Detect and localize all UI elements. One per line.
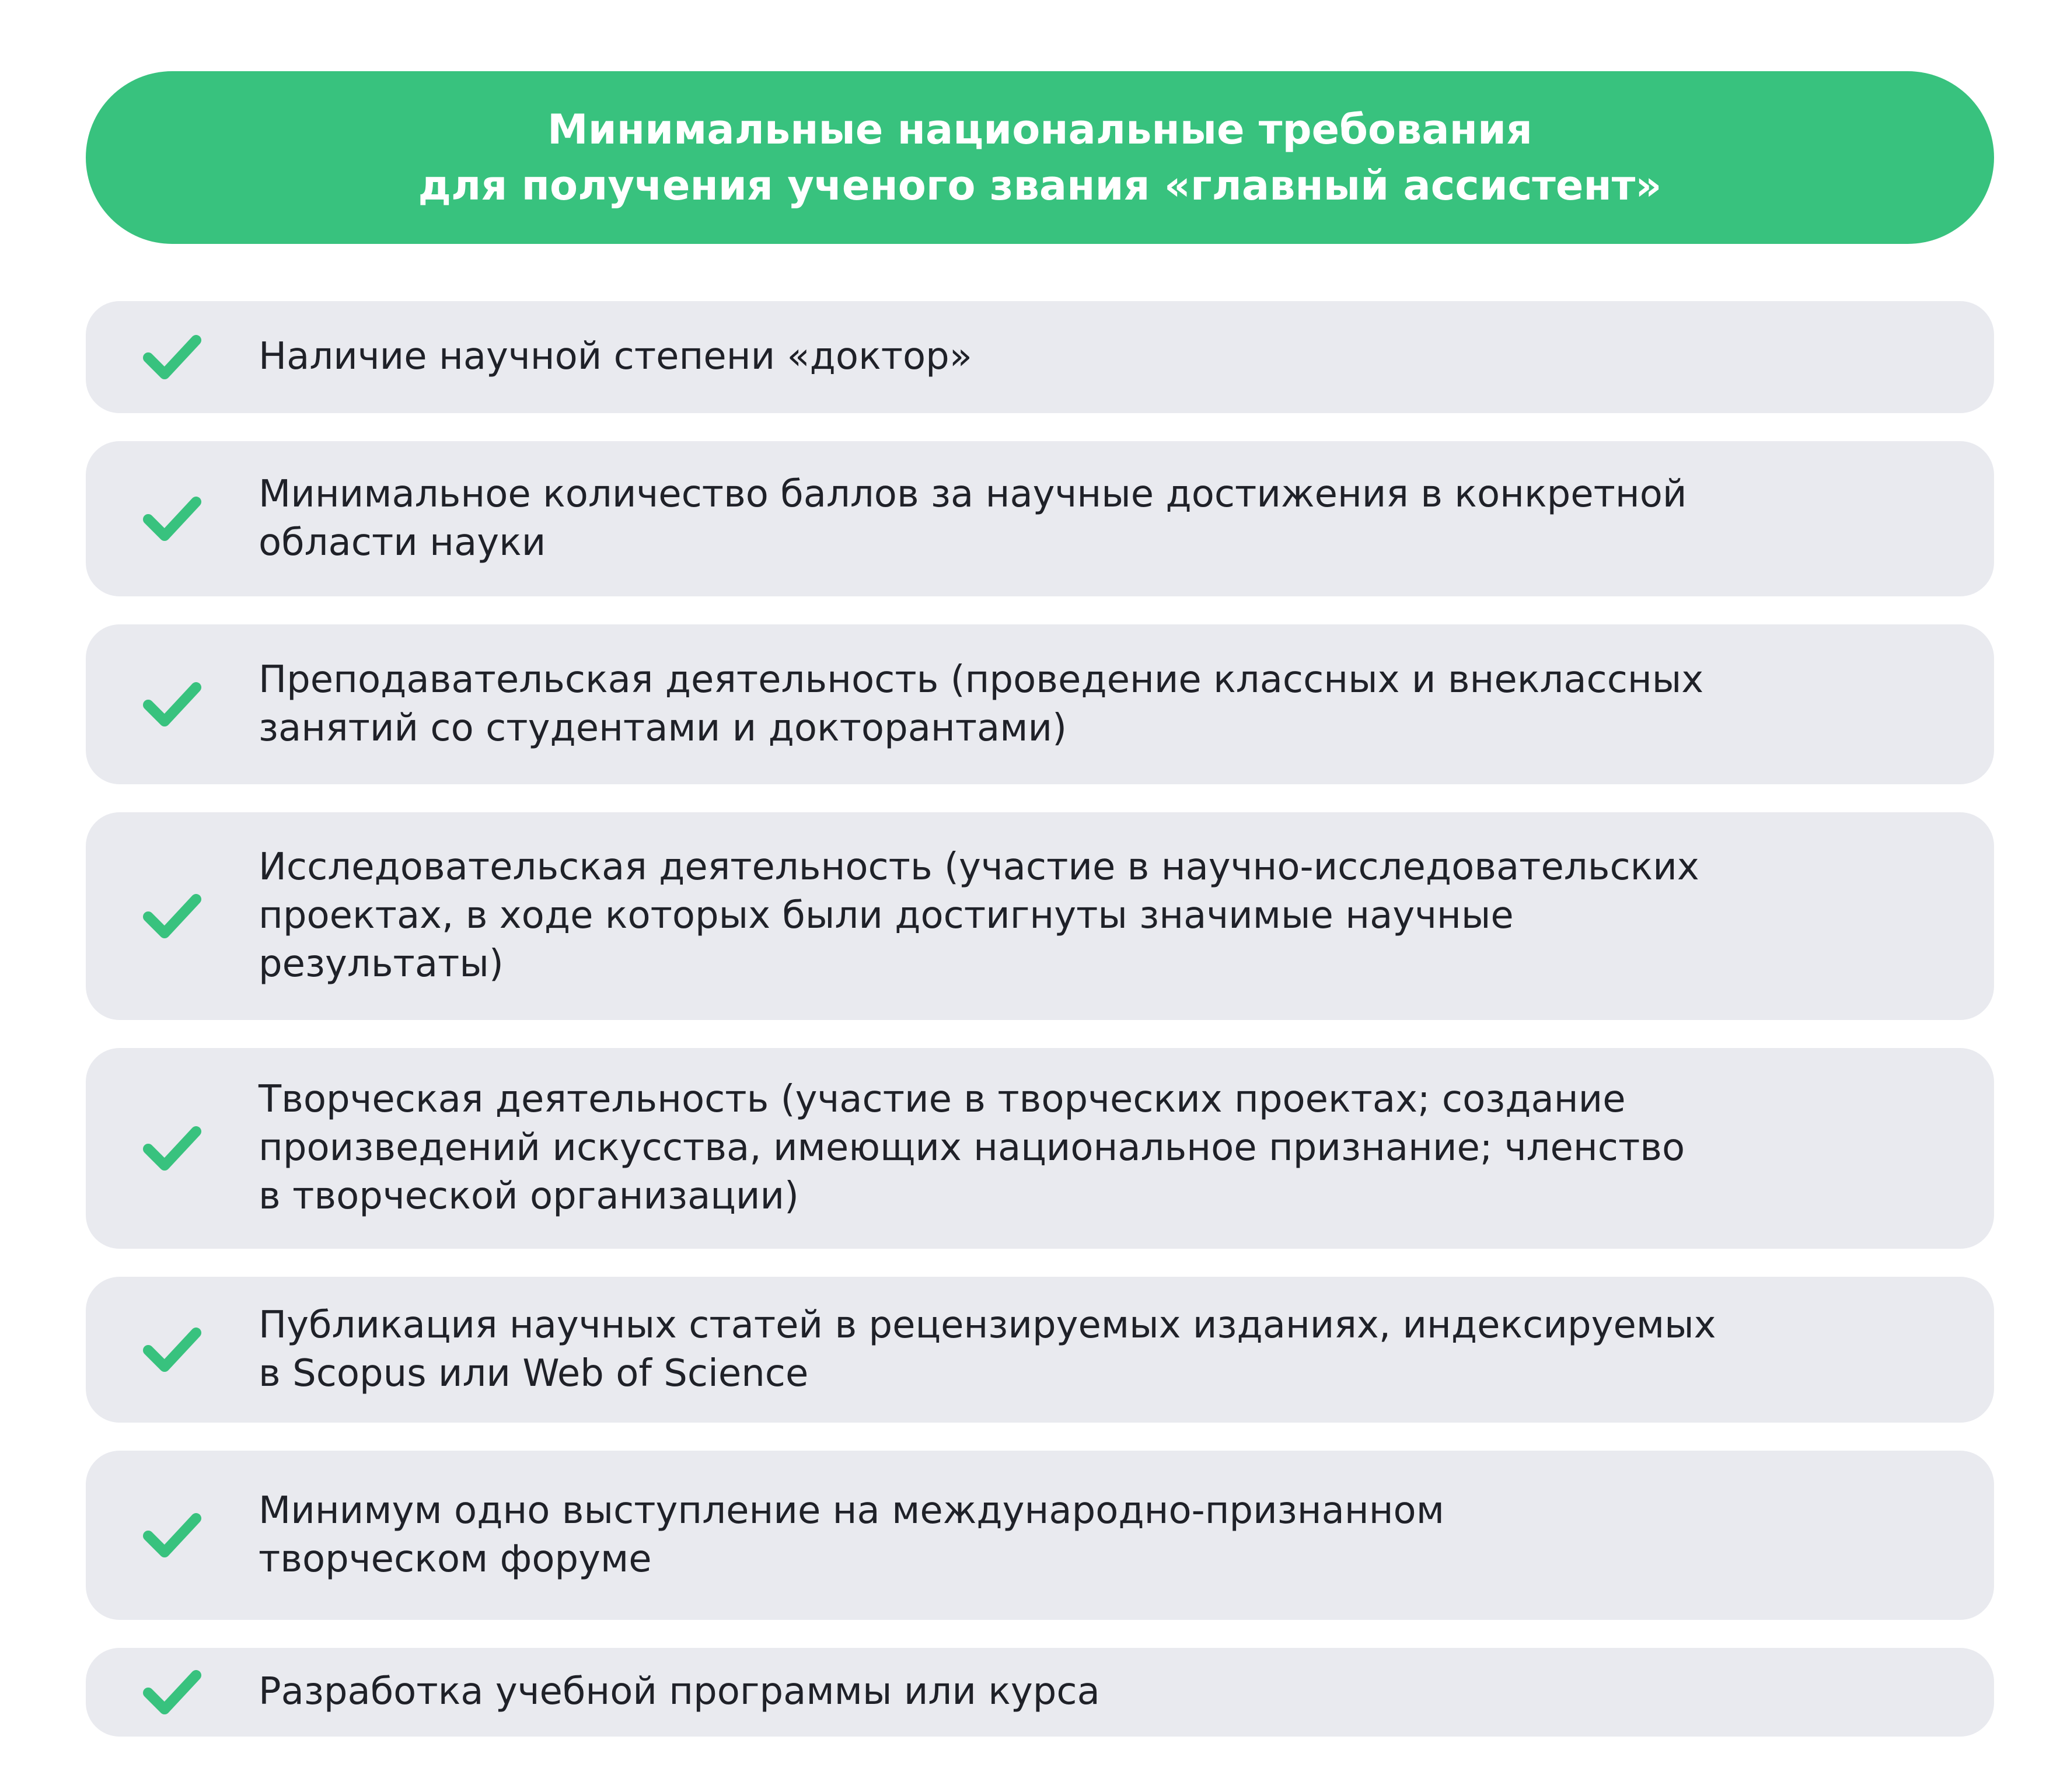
requirement-text-line: произведений искусства, имеющих национальное признание; членство [259,1126,1685,1169]
requirement-text [259,1301,1977,1398]
requirement-text-line: Преподавательская деятельность (проведение классных и внеклассных [259,658,1704,701]
requirement-text [259,333,1977,381]
requirement-item [86,624,1994,784]
requirement-text-line: результаты) [259,942,504,986]
requirement-text [259,1487,1977,1584]
check-icon [140,1323,204,1376]
requirement-text [259,843,1977,988]
requirement-text-line: в творческой организации) [259,1175,799,1218]
check-icon [140,1666,204,1718]
check-icon [140,1509,204,1562]
requirement-item [86,441,1994,596]
requirement-text-line: Исследовательская деятельность (участие в научно-исследовательских [259,846,1699,889]
requirement-item [86,1648,1994,1737]
check-icon [140,331,204,383]
requirement-item [86,301,1994,413]
requirement-text-line: Разработка учебной программы или курса [259,1670,1100,1713]
requirement-text-line: проектах, в ходе которых были достигнуты значимые научные [259,894,1514,937]
check-icon [140,890,204,942]
page-title-line-1: Минимальные национальные требования [547,106,1532,153]
page-title-banner [86,71,1994,244]
requirement-text [259,1668,1977,1716]
requirement-item [86,1048,1994,1249]
page-title-line-2: для получения ученого звания «главный ассистент» [418,162,1662,209]
requirement-text-line: творческом форуме [259,1538,652,1581]
requirement-item [86,1451,1994,1620]
check-icon [140,678,204,731]
requirement-text-line: Публикация научных статей в рецензируемых изданиях, индексируемых [259,1304,1716,1347]
requirement-text-line: Наличие научной степени «доктор» [259,335,972,378]
requirement-item [86,812,1994,1020]
requirement-text [259,656,1977,753]
requirement-text-line: Минимальное количество баллов за научные достижения в конкретной [259,473,1687,516]
requirement-text-line: Творческая деятельность (участие в творческих проектах; создание [259,1078,1626,1121]
requirement-text-line: занятий со студентами и докторантами) [259,707,1067,750]
requirement-text-line: в Scopus или Web of Science [259,1352,809,1395]
check-icon [140,1122,204,1175]
requirement-text-line: Минимум одно выступление на международно-признанном [259,1489,1444,1532]
requirement-text [259,1075,1977,1221]
requirement-text [259,470,1977,567]
requirement-text-line: области науки [259,521,546,564]
check-icon [140,492,204,545]
requirement-item [86,1277,1994,1423]
